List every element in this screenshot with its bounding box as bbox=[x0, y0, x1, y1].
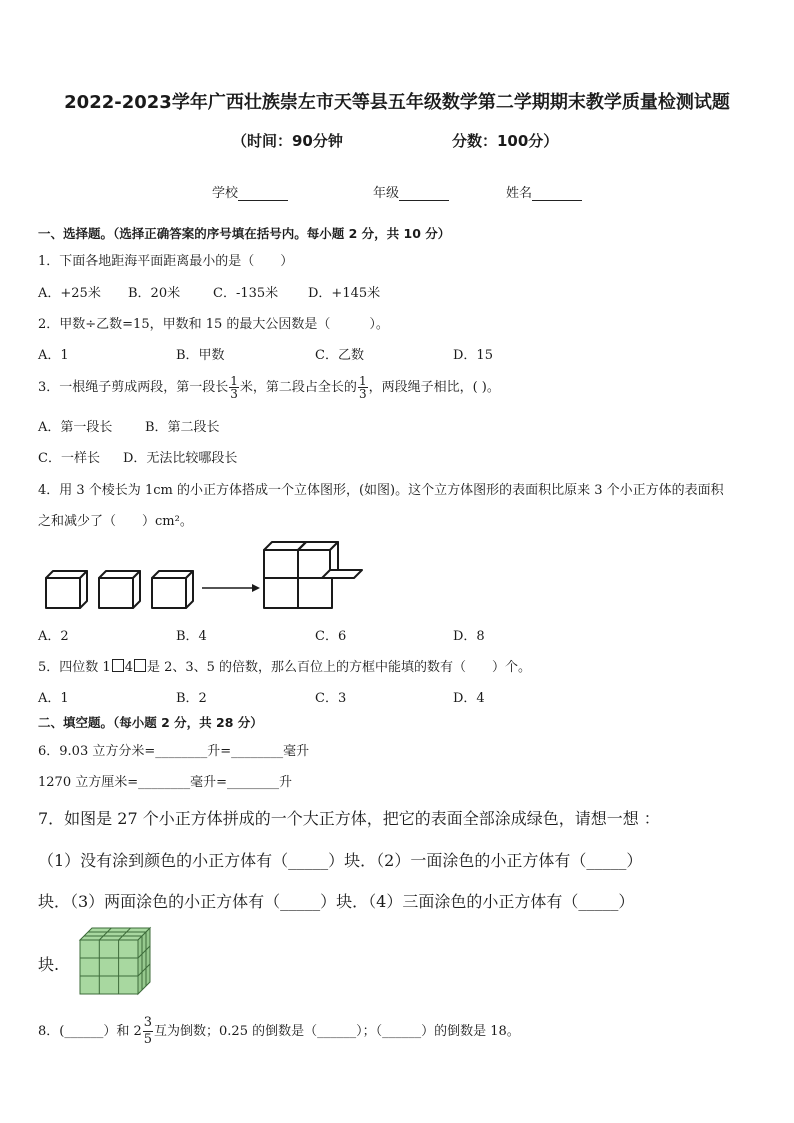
q3-stem-part-a: 3．一根绳子剪成两段，第一段长 bbox=[38, 380, 229, 395]
q6-line2: 1270 立方厘米=________毫升=________升 bbox=[38, 775, 293, 790]
q3-frac2-numerator: 1 bbox=[358, 374, 367, 388]
digit-box-ones bbox=[134, 659, 146, 672]
name-blank[interactable] bbox=[532, 186, 582, 201]
q3-option-b: B．第二段长 bbox=[145, 420, 220, 435]
q4-option-d: D．8 bbox=[453, 629, 485, 644]
q1-stem: 1．下面各地距海平面距离最小的是（ ） bbox=[38, 254, 294, 269]
q8-part-b: 互为倒数；0.25 的倒数是（______）；（______）的倒数是 18。 bbox=[154, 1024, 520, 1039]
q8-frac-numerator: 3 bbox=[143, 1015, 153, 1030]
q4-cubes-figure bbox=[40, 540, 350, 612]
q5-stem-part-b: 4 bbox=[124, 660, 133, 675]
green-cube-figure bbox=[78, 925, 154, 997]
grade-field bbox=[373, 182, 449, 201]
q4-stem-line1: 4．用 3 个棱长为 1cm 的小正方体搭成一个立体图形，(如图)。这个立方体图形的表面积比原来 3 个小正方体的表面积 bbox=[38, 483, 724, 498]
q3-option-a: A．第一段长 bbox=[38, 420, 113, 435]
school-label: 学校 bbox=[212, 186, 239, 201]
q5-stem-part-c: 是 2、3、5 的倍数，那么百位上的方框中能填的数有（ ）个。 bbox=[146, 660, 532, 675]
q3-frac2-denominator: 3 bbox=[358, 387, 367, 401]
q8-frac-denominator: 5 bbox=[143, 1032, 153, 1047]
q2-option-c: C．乙数 bbox=[315, 348, 364, 363]
q8-part-a: 8．(______）和 2 bbox=[38, 1024, 142, 1039]
digit-box-hundreds bbox=[112, 659, 124, 672]
q6-line1: 6．9.03 立方分米=________升=________毫升 bbox=[38, 744, 310, 759]
q1-option-b: B．20米 bbox=[128, 286, 181, 301]
q8-fraction bbox=[143, 1015, 153, 1048]
q3-stem-part-c: ，两段绳子相比，( )。 bbox=[368, 380, 500, 395]
small-cube-2 bbox=[99, 571, 140, 608]
q5-option-c: C．3 bbox=[315, 691, 347, 706]
q4-option-c: C．6 bbox=[315, 629, 347, 644]
q3-stem bbox=[38, 375, 500, 400]
q7-line3: 块．（3）两面涂色的小正方体有（_____）块．（4）三面涂色的小正方体有（_____） bbox=[38, 892, 635, 911]
q3-frac1-denominator: 3 bbox=[230, 387, 238, 401]
q5-option-d: D．4 bbox=[453, 691, 485, 706]
arrow-icon bbox=[202, 584, 260, 592]
q3-frac1-numerator: 1 bbox=[230, 374, 238, 388]
name-field bbox=[506, 182, 582, 201]
q4-option-b: B．4 bbox=[176, 629, 207, 644]
q7-line2: （1）没有涂到颜色的小正方体有（_____）块．（2）一面涂色的小正方体有（_____） bbox=[38, 851, 643, 870]
q5-option-a: A．1 bbox=[38, 691, 69, 706]
q1-option-c: C．-135米 bbox=[213, 286, 279, 301]
exam-time: （时间：90分钟 bbox=[232, 132, 343, 150]
q3-stem-part-b: 米，第二段占全长的 bbox=[239, 380, 357, 395]
q4-stem-line2: 之和减少了（ ）cm²。 bbox=[38, 514, 193, 529]
small-cube-1 bbox=[46, 571, 87, 608]
grade-label: 年级 bbox=[373, 186, 400, 201]
q1-option-d: D．+145米 bbox=[308, 286, 381, 301]
q3-option-c: C．一样长 bbox=[38, 451, 100, 466]
q2-option-d: D．15 bbox=[453, 348, 493, 363]
q5-stem bbox=[38, 656, 531, 675]
q1-option-a: A．+25米 bbox=[38, 286, 101, 301]
name-label: 姓名 bbox=[506, 186, 533, 201]
q7-line1: 7．如图是 27 个小正方体拼成的一个大正方体，把它的表面全部涂成绿色，请想一想 ： bbox=[38, 809, 660, 828]
q8-line bbox=[38, 1015, 520, 1048]
q7-line4: 块. bbox=[38, 955, 60, 974]
exam-score: 分数：100分） bbox=[452, 132, 559, 150]
q3-option-d: D．无法比较哪段长 bbox=[123, 451, 238, 466]
q3-fraction-1 bbox=[229, 375, 239, 400]
q2-stem: 2．甲数÷乙数=15，甲数和 15 的最大公因数是（ ）。 bbox=[38, 317, 389, 332]
q4-option-a: A．2 bbox=[38, 629, 69, 644]
school-field bbox=[212, 182, 288, 201]
section2-heading: 二、填空题。（每小题 2 分，共 28 分） bbox=[38, 715, 263, 730]
q2-option-b: B．甲数 bbox=[176, 348, 225, 363]
q5-stem-part-a: 5．四位数 1 bbox=[38, 660, 111, 675]
combined-shape bbox=[264, 542, 362, 608]
school-blank[interactable] bbox=[238, 186, 288, 201]
q2-option-a: A．1 bbox=[38, 348, 69, 363]
small-cube-3 bbox=[152, 571, 193, 608]
q3-fraction-2 bbox=[358, 375, 368, 400]
q5-option-b: B．2 bbox=[176, 691, 207, 706]
exam-title: 2022-2023学年广西壮族崇左市天等县五年级数学第二学期期末教学质量检测试题 bbox=[64, 92, 730, 113]
grade-blank[interactable] bbox=[399, 186, 449, 201]
section1-heading: 一、选择题。（选择正确答案的序号填在括号内。每小题 2 分，共 10 分） bbox=[38, 226, 451, 241]
